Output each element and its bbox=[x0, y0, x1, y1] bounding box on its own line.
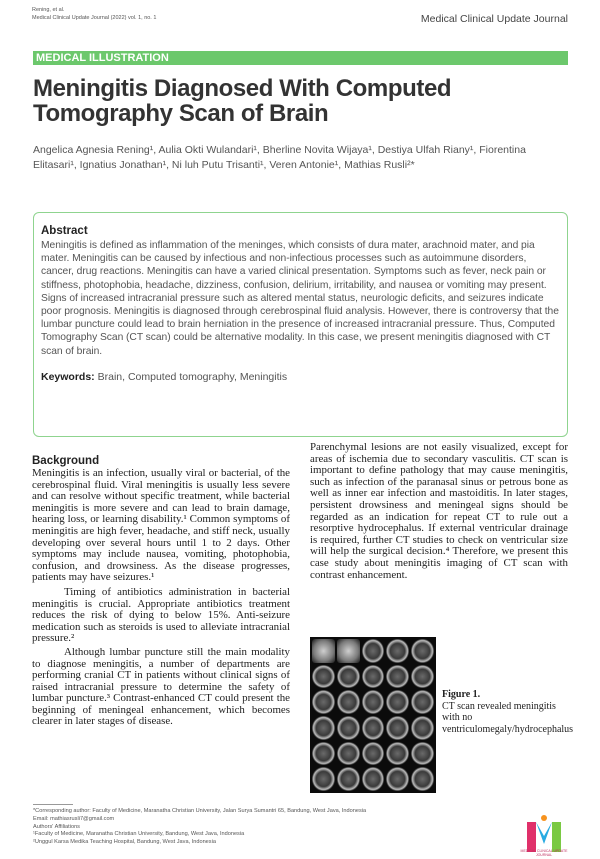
ct-slice bbox=[386, 716, 409, 740]
ct-slice bbox=[386, 767, 409, 791]
ct-slice bbox=[312, 716, 335, 740]
figure-caption-text: CT scan revealed meningitis with no ventriculomegaly/hydrocephalus bbox=[442, 700, 574, 735]
ct-scan-figure bbox=[310, 637, 436, 793]
keywords-value: Brain, Computed tomography, Meningitis bbox=[97, 370, 288, 383]
ct-slice bbox=[312, 767, 335, 791]
ct-slice bbox=[411, 716, 434, 740]
background-paragraph-4: Parenchymal lesions are not easily visualized, except for areas of ischemia due to secondary vasculitis. CT scan is important to define pathology that may cause meningitis, such as infection of the paranasal sinus or petrous bone as well as inner ear infection and mastoiditis. In later stages, persistent drowsiness and meningeal signs should be regarded as an indication for repeat CT to rule out a resorptive hydrocephalus. If external ventricular drainage is required, further CT studies to check on ventricular size will help the surgical decision.⁴ Therefore, we present this case study about meningitis imaging of CT scan with contrast enhancement. bbox=[310, 441, 568, 581]
ct-slice bbox=[312, 665, 335, 689]
corresponding-email: Email: mathiasrusli7@gmail.com bbox=[33, 815, 115, 822]
ct-slice bbox=[362, 716, 385, 740]
journal-logo-text: MEDICAL CLINICAL UPDATE JOURNAL bbox=[520, 849, 568, 857]
ct-scout-image bbox=[337, 639, 360, 663]
background-paragraph-2: Timing of antibiotics administration in bacterial meningitis is crucial. Appropriate antibiotics treatment reduces the risk of dying to below 15%. Anti-seizure medication such as steroids is used to alleviate intracranial pressure.² bbox=[32, 585, 290, 645]
keywords-label: Keywords: bbox=[41, 370, 95, 383]
ct-slice bbox=[386, 742, 409, 766]
abstract-box bbox=[33, 212, 568, 437]
running-header bbox=[32, 6, 156, 22]
ct-slice bbox=[362, 690, 385, 714]
ct-slice bbox=[337, 690, 360, 714]
ct-slice bbox=[337, 716, 360, 740]
ct-slice bbox=[411, 767, 434, 791]
affiliation-2: ²Unggul Karsa Medika Teaching Hospital, Bandung, West Java, Indonesia bbox=[33, 839, 216, 846]
section-label: MEDICAL ILLUSTRATION bbox=[33, 51, 568, 65]
footnote-rule bbox=[33, 804, 73, 805]
ct-slice bbox=[362, 767, 385, 791]
body-column-right bbox=[310, 442, 568, 581]
ct-scout-image bbox=[312, 639, 335, 663]
header-author: Rening, et al. bbox=[32, 7, 65, 13]
ct-slice bbox=[337, 767, 360, 791]
body-column-left bbox=[32, 455, 290, 728]
background-heading: Background bbox=[32, 455, 100, 467]
figure-caption bbox=[442, 689, 574, 735]
ct-slice bbox=[411, 742, 434, 766]
author-list: Angelica Agnesia Rening¹, Aulia Okti Wulandari¹, Bherline Novita Wijaya¹, Destiya Ulfah Riany¹, Fiorentina Elitasari¹, Ignatius Jonathan¹, Ni luh Putu Trisanti¹, Veren Antonie¹, Mathias Rusli²* bbox=[33, 144, 526, 171]
ct-slice bbox=[362, 665, 385, 689]
figure-label: Figure 1. bbox=[442, 689, 481, 700]
ct-slice bbox=[312, 690, 335, 714]
ct-slice bbox=[411, 639, 434, 663]
header-citation: Medical Clinical Update Journal (2022) vol. 1, no. 1 bbox=[32, 15, 157, 21]
ct-slice bbox=[411, 690, 434, 714]
ct-slice bbox=[386, 690, 409, 714]
corresponding-author: *Corresponding author: Faculty of Medicine, Maranatha Christian University, Jalan Surya Sumantri 65, Bandung, West Java, Indonesia bbox=[33, 808, 367, 814]
ct-slice bbox=[411, 665, 434, 689]
ct-slice bbox=[337, 665, 360, 689]
keywords bbox=[41, 371, 560, 383]
affiliations-label: Authors' Affiliations bbox=[33, 823, 80, 830]
ct-slice bbox=[312, 742, 335, 766]
footnotes bbox=[33, 808, 503, 847]
background-paragraph-1: Meningitis is an infection, usually viral or bacterial, of the cerebrospinal fluid. Viral meningitis is usually less severe and can resolve without specific treatment, while bacterial meningitis is more severe and can lead to brain damage, hearing loss, or learning disability.¹ Common symptoms of meningitis are high fever, headache, and stiff neck, usually developing over several hours until 1 to 2 days. Other symptoms may include nausea, vomiting, photophobia, confusion, and drowsiness. As the disease progresses, patients may have seizures.¹ bbox=[32, 467, 290, 584]
ct-slice bbox=[386, 639, 409, 663]
ct-slice bbox=[337, 742, 360, 766]
abstract-text: Meningitis is defined as inflammation of the meninges, which consists of dura mater, arachnoid mater, and pia mater. Meningitis can be caused by infectious and non-infectious processes such as autoimmune disorders, cancer, drug reactions. Meningitis can have a varied clinical presentation. Symptoms such as fever, neck pain or stiffness, photophobia, headache, dizziness, confusion, delirium, irritability, and nausea or vomiting may present. Signs of increased intracranial pressure such as altered mental status, neurologic deficits, and seizures indicate poor prognosis. Meningitis is diagnosed through cerebrospinal fluid analysis. However, there is controversy that the lumbar puncture could lead to brain herniation in the presence of increased intracranial pressure. Thus, Computed Tomography Scan (CT scan) could be alternative modality. In this case, we present meningitis diagnosed with CT scan of brain. bbox=[41, 240, 559, 357]
journal-name: Medical Clinical Update Journal bbox=[420, 13, 568, 25]
abstract-heading: Abstract bbox=[41, 225, 88, 237]
background-paragraph-3: Although lumbar puncture still the main modality to diagnose meningitis, a number of departments are performing cranial CT in patients without clinical signs of raised intracranial pressure to determine the safety of lumbar puncture.³ Contrast-enhanced CT could present the beginning of meningeal enhancement, which becomes clearer in later stages of disease. bbox=[32, 645, 290, 728]
ct-slice bbox=[362, 639, 385, 663]
affiliation-1: ¹Faculty of Medicine, Maranatha Christian University, Bandung, West Java, Indonesia bbox=[33, 831, 245, 838]
ct-slice bbox=[362, 742, 385, 766]
ct-slice bbox=[386, 665, 409, 689]
article-title: Meningitis Diagnosed With Computed Tomography Scan of Brain bbox=[33, 75, 452, 127]
